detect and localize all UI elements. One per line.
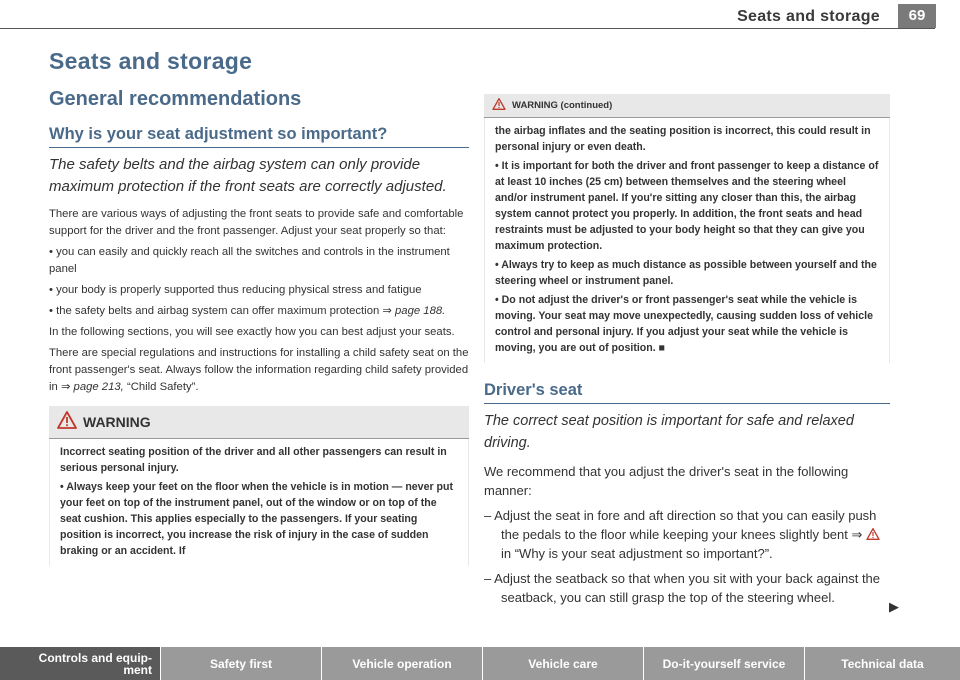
tab-label: Vehicle operation (352, 656, 452, 671)
bullet-item: • your body is properly supported thus reducing physical stress and fatigue (49, 284, 422, 296)
warning-triangle-icon (57, 411, 77, 432)
intro-paragraph: There are various ways of adjusting the front seats to provide safe and comfortable support for the driver and the front passenger. Adjust your seat properly so that: (49, 208, 464, 237)
tab-label: Do-it-yourself service (662, 656, 786, 671)
footer-nav (0, 647, 960, 680)
warning-triangle-icon (492, 98, 506, 113)
left-column (49, 48, 469, 566)
step-text: in “Why is your seat adjustment so important?”. (501, 546, 773, 561)
bullet-item: • you can easily and quickly reach all the switches and controls in the instrument panel (49, 246, 450, 275)
warning-text: • Always try to keep as much distance as possible between yourself and the steering wheel or instrument panel. (495, 259, 877, 287)
step-text: – Adjust the seat in fore and aft direction so that you can easily push the pedals to the floor while keeping your knees slightly bent ⇒ (484, 508, 877, 542)
intro-paragraph: We recommend that you adjust the driver's seat in the following manner: (484, 464, 849, 498)
bullet-item (49, 303, 469, 320)
warning-box (49, 406, 469, 566)
warning-body (49, 439, 469, 566)
tab-label: Vehicle care (528, 656, 598, 671)
page-number: 69 (898, 4, 936, 28)
right-column (484, 94, 890, 613)
tab-label: Technical data (841, 656, 924, 671)
subsection-heading-seat-adjustment: Why is your seat adjustment so important? (49, 125, 469, 148)
lead-paragraph: The correct seat position is important for safe and relaxed driving. (484, 413, 854, 451)
continued-arrow-icon: ▶ (889, 599, 899, 614)
warning-text: • It is important for both the driver and front passenger to keep a distance of at least 10 inches (25 cm) between themselves and the steering wheel and/or instrument panel. If you're sitting any closer than this, the airbag system cannot protect you properly. In addition, the front seats and head restraints must be adjusted to your body height so that they can give you maximum protection. (495, 160, 879, 252)
warning-header (49, 406, 469, 439)
chapter-title: Seats and storage (49, 48, 253, 74)
warning-text: • Always keep your feet on the floor when the vehicle is in motion — never put your feet on top of the instrument panel, out of the window or on top of the seat cushion. This applies especially to the passengers. If your seating position is incorrect, you increase the risk of injury in the case of sudden braking or an accident. If (60, 481, 454, 557)
running-header-title: Seats and storage (737, 8, 880, 25)
lead-paragraph: The safety belts and the airbag system can only provide maximum protection if the front seats are correctly adjusted. (49, 156, 447, 195)
body-paragraph (49, 345, 469, 396)
subsection-heading-drivers-seat: Driver's seat (484, 381, 890, 404)
page-reference-link[interactable]: ⇒ page 188. (382, 305, 446, 317)
tab-vehicle-care[interactable] (483, 647, 644, 680)
tab-safety-first[interactable] (161, 647, 322, 680)
warning-box-continued (484, 94, 890, 363)
tab-label: Controls and equip- ment (38, 650, 152, 677)
warning-reference-icon[interactable] (866, 527, 880, 542)
body-paragraph: In the following sections, you will see exactly how you can best adjust your seats. (49, 326, 455, 338)
tab-vehicle-operation[interactable] (322, 647, 483, 680)
instruction-step: – Adjust the seatback so that when you sit with your back against the seatback, you can still grasp the top of the steering wheel. (484, 571, 881, 605)
warning-text: the airbag inflates and the seating position is incorrect, this could result in personal injury or even death. (495, 125, 871, 153)
warning-title: WARNING (83, 413, 151, 430)
warning-text: Incorrect seating position of the driver and all other passengers can result in serious personal injury. (60, 446, 447, 474)
warning-body (484, 118, 890, 363)
page-reference-link[interactable]: ⇒ page 213, (60, 381, 124, 393)
warning-text: • Do not adjust the driver's or front passenger's seat while the vehicle is moving. Your seat may move unexpectedly, causing sudden loss of vehicle control and personal injury. If you adjust your seat while the vehicle is moving, you are out of position. ■ (495, 294, 873, 354)
tab-do-it-yourself-service[interactable] (644, 647, 805, 680)
bullet-text: • the safety belts and airbag system can offer maximum protection (49, 305, 383, 317)
section-title: General recommendations (49, 88, 302, 110)
body-text: There are special regulations and instructions for installing a child safety seat on the front passenger's seat. Always follow the information regarding child safety provided in (49, 347, 469, 393)
body-text: “Child Safety”. (123, 381, 199, 393)
warning-title: WARNING (continued) (512, 100, 613, 111)
header-rule (0, 28, 935, 29)
tab-label: Safety first (209, 656, 273, 671)
tab-controls-and-equipment[interactable] (0, 647, 161, 680)
tab-technical-data[interactable] (805, 647, 960, 680)
instruction-step (484, 506, 890, 563)
warning-header (484, 94, 890, 118)
